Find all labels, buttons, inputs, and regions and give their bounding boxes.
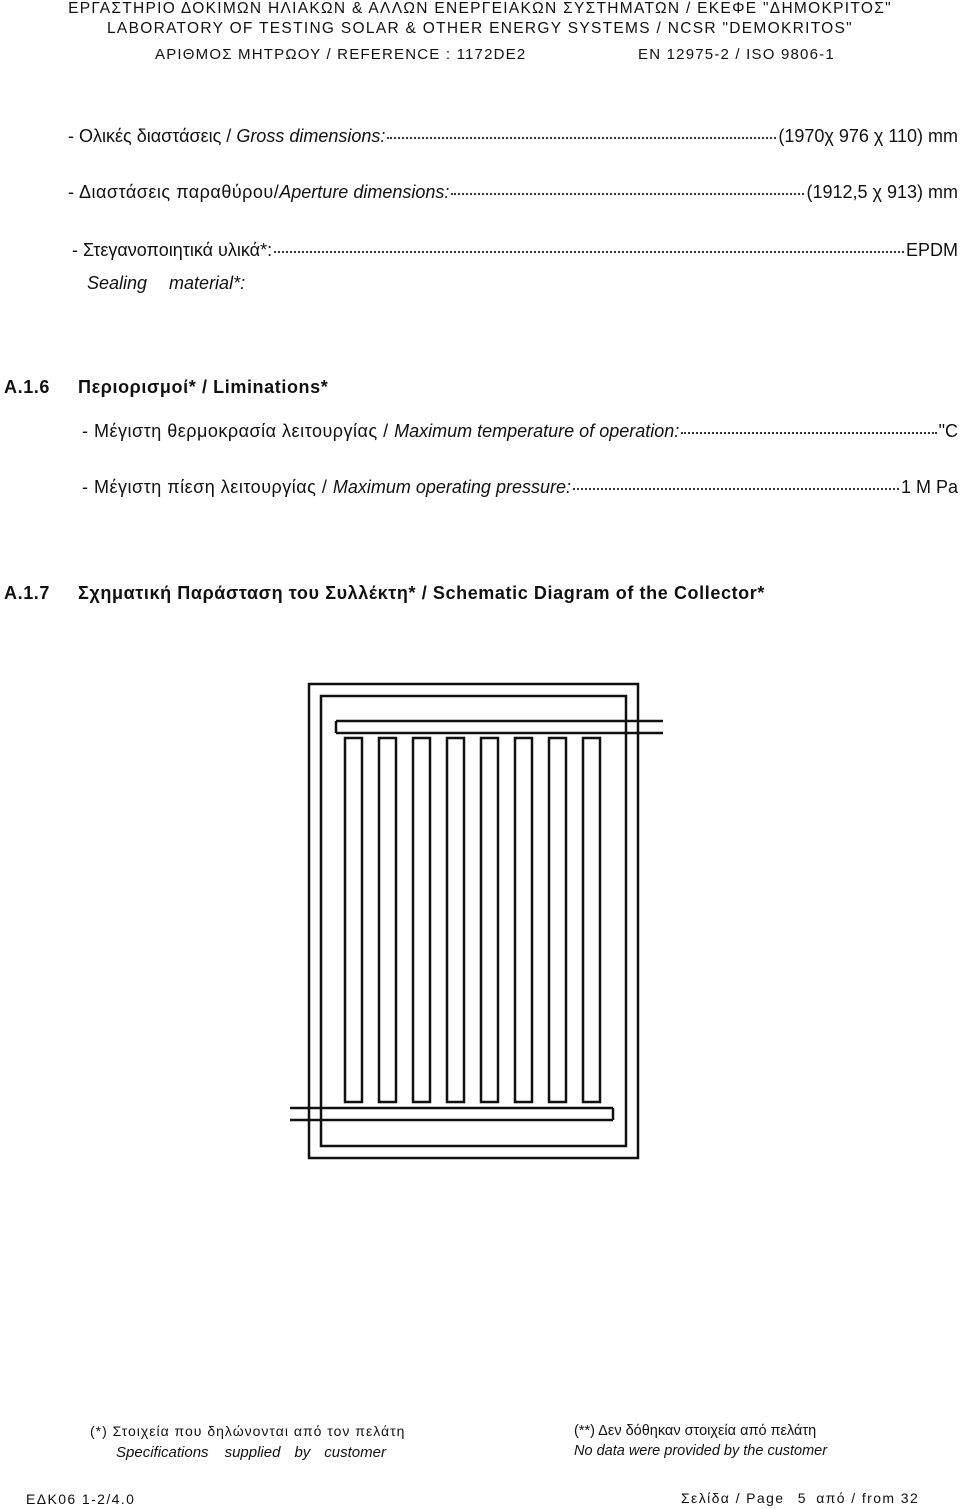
- sealing-material-label: - Στεγανοποιητικά υλικά*:: [72, 240, 273, 260]
- footnote-no-data-english: No data were provided by the customer: [574, 1443, 828, 1459]
- document-code: ΕΔΚ06 1-2/4.0: [26, 1491, 136, 1507]
- riser-tube: [447, 738, 464, 1102]
- sealing-material-value: EPDM: [905, 240, 958, 260]
- section-schematic-heading: A.1.7 Σχηματική Παράσταση του Συλλέκτη* / Schematic Diagram of the Collector*: [4, 583, 765, 603]
- sealing-material-label-english: Sealing material*:: [87, 273, 246, 293]
- gross-dimensions-value: (1970χ 976 χ 110) mm: [778, 126, 958, 146]
- riser-tube: [413, 738, 430, 1102]
- riser-tube: [379, 738, 396, 1102]
- riser-tube: [481, 738, 498, 1102]
- reference-number: ΑΡΙΘΜΟΣ ΜΗΤΡΩΟΥ / REFERENCE : 1172DE2: [155, 46, 527, 63]
- max-pressure-value: 1 M Pa: [900, 477, 958, 497]
- riser-tube: [549, 738, 566, 1102]
- riser-tube: [515, 738, 532, 1102]
- lab-title-greek: ΕΡΓΑΣΤΗΡΙΟ ΔΟΚΙΜΩΝ ΗΛΙΑΚΩΝ & ΑΛΛΩΝ ΕΝΕΡΓΕΙΑΚΩΝ ΣΥΣΤΗΜΑΤΩΝ / ΕΚΕΦΕ "ΔΗΜΟΚΡΙΤΟΣ": [68, 0, 892, 17]
- riser-tube: [345, 738, 362, 1102]
- aperture-dimensions-label: - Διαστάσεις παραθύρου/Aperture dimensions:: [68, 182, 450, 202]
- collector-inner-frame: [321, 696, 626, 1146]
- riser-tube: [583, 738, 600, 1102]
- aperture-dimensions-value: (1912,5 χ 913) mm: [806, 182, 958, 202]
- footnote-customer-english: Specifications supplied by customer: [116, 1444, 386, 1461]
- max-temperature-label: - Μέγιστη θερμοκρασία λειτουργίας / Maximum temperature of operation:: [82, 421, 680, 441]
- standard-reference: EN 12975-2 / ISO 9806-1: [638, 46, 835, 63]
- section-limitations-heading: A.1.6 Περιορισμοί* / Liminations*: [4, 377, 329, 397]
- collector-outer-frame: [309, 684, 638, 1158]
- footnote-customer-greek: (*) Στοιχεία που δηλώνονται από τον πελάτη: [90, 1423, 406, 1439]
- max-pressure-label: - Μέγιστη πίεση λειτουργίας / Maximum operating pressure:: [82, 477, 571, 497]
- max-temperature-value: "C: [938, 421, 958, 441]
- footnote-no-data-greek: (**) Δεν δόθηκαν στοιχεία από πελάτη: [574, 1423, 817, 1439]
- lab-title-english: LABORATORY OF TESTING SOLAR & OTHER ENERGY SYSTEMS / NCSR "DEMOKRITOS": [107, 20, 853, 37]
- page-indicator: Σελίδα / Page 5 από / from 32: [681, 1490, 920, 1506]
- gross-dimensions-label: - Ολικές διαστάσεις / Gross dimensions:: [68, 126, 386, 146]
